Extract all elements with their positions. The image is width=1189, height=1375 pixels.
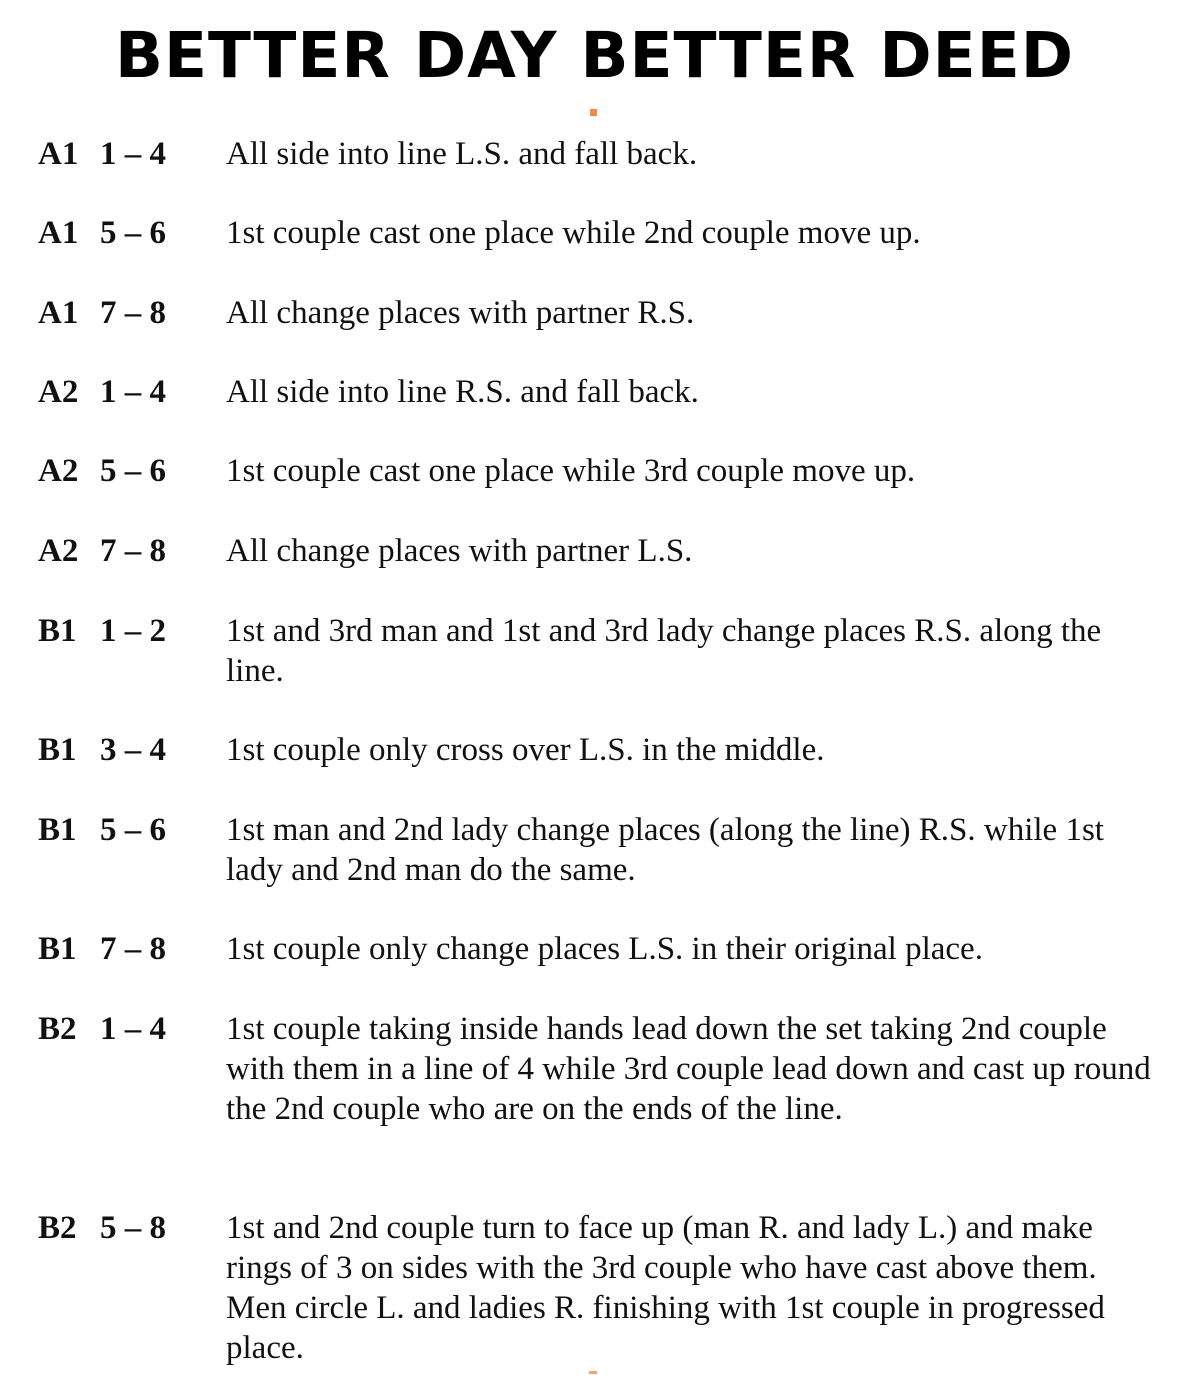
step-description: All change places with partner L.S. — [226, 533, 693, 569]
step-description: 1st and 3rd man and 1st and 3rd lady change places R.S. along the line. — [226, 613, 1102, 689]
step-bars: 1 – 4 — [100, 1011, 166, 1047]
step-bars: 1 – 2 — [100, 613, 166, 649]
step-section: A2 — [38, 374, 79, 410]
step-description: 1st couple cast one place while 3rd couple move up. — [226, 453, 916, 489]
step-bars: 3 – 4 — [100, 732, 166, 768]
step-section: B1 — [38, 732, 77, 768]
step-bars: 5 – 6 — [100, 453, 166, 489]
marker-bottom — [589, 1371, 597, 1374]
step-description: All side into line L.S. and fall back. — [226, 136, 698, 172]
step-description: 1st couple cast one place while 2nd couple move up. — [226, 215, 921, 251]
step-description: 1st couple only change places L.S. in their original place. — [226, 931, 983, 967]
step-section: A2 — [38, 533, 79, 569]
step-bars: 1 – 4 — [100, 136, 166, 172]
step-section: A1 — [38, 295, 79, 331]
step-section: A1 — [38, 136, 79, 172]
page-title: BETTER DAY BETTER DEED — [114, 19, 1075, 92]
step-bars: 5 – 8 — [100, 1210, 166, 1246]
step-bars: 7 – 8 — [100, 295, 166, 331]
step-section: B2 — [38, 1011, 77, 1047]
step-description: All side into line R.S. and fall back. — [226, 374, 699, 410]
step-description: 1st man and 2nd lady change places (along the line) R.S. while 1st lady and 2nd man do the same. — [226, 812, 1104, 888]
step-bars: 5 – 6 — [100, 215, 166, 251]
step-description: 1st couple only cross over L.S. in the middle. — [226, 732, 825, 768]
step-section: B1 — [38, 812, 77, 848]
step-bars: 1 – 4 — [100, 374, 166, 410]
step-section: B1 — [38, 613, 77, 649]
step-bars: 5 – 6 — [100, 812, 166, 848]
step-description: 1st and 2nd couple turn to face up (man R. and lady L.) and make rings of 3 on sides with the 3rd couple who have cast above them. Men circle L. and ladies R. finishing with 1st couple in progressed place. — [226, 1210, 1105, 1366]
step-description: 1st couple taking inside hands lead down the set taking 2nd couple with them in a line of 4 while 3rd couple lead down and cast up round the 2nd couple who are on the ends of the line. — [226, 1011, 1151, 1127]
step-bars: 7 – 8 — [100, 931, 166, 967]
step-section: A1 — [38, 215, 79, 251]
step-bars: 7 – 8 — [100, 533, 166, 569]
step-section: A2 — [38, 453, 79, 489]
step-section: B1 — [38, 931, 77, 967]
step-description: All change places with partner R.S. — [226, 295, 695, 331]
step-section: B2 — [38, 1210, 77, 1246]
